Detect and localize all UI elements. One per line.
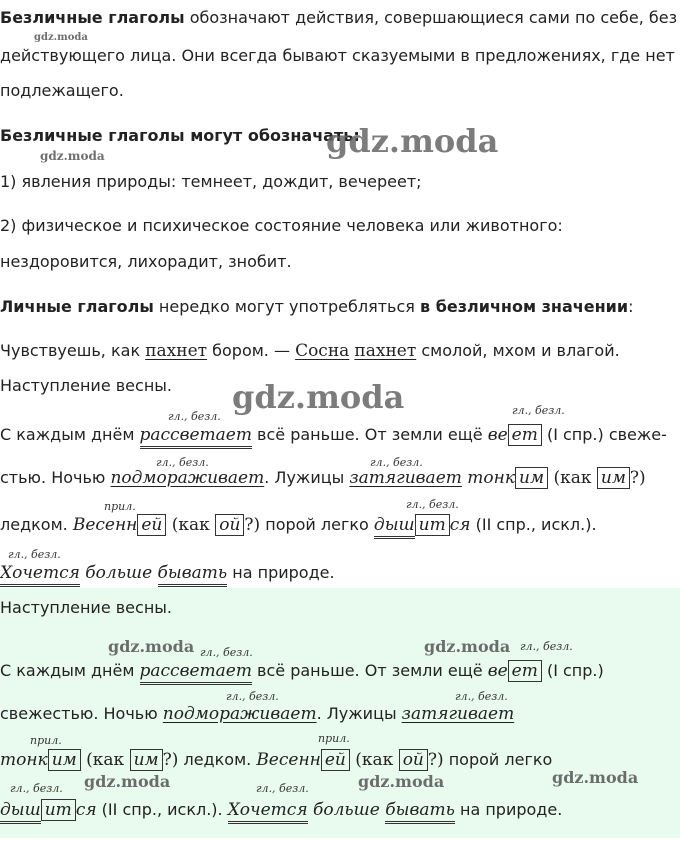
watermark-logo: gdz.moda [424, 637, 511, 656]
grammar-label: гл., безл. [168, 410, 221, 423]
grammar-label: гл., безл. [8, 548, 61, 561]
text-line-4: Хочется больше бывать на природе. [0, 563, 335, 583]
text-line-2: стью. Ночью подмораживает. Лужицы затягивает тонк им (как им ?) [0, 468, 646, 488]
list-item-state-examples: нездоровится, лихорадит, знобит. [0, 252, 292, 271]
watermark-logo: gdz.moda [358, 772, 445, 791]
text-line-3: ледком. Весенн ей (как ой ?) порой легко дыш ит ся (II спр., искл.). [0, 514, 597, 536]
list-item-nature: 1) явления природы: темнеет, дождит, вечереет; [0, 172, 422, 191]
grammar-label: гл., безл. [10, 782, 63, 795]
grammar-label: прил. [30, 734, 62, 747]
example-sentence: Чувствуешь, как пахнет бором. — Сосна пахнет смолой, мхом и влагой. [0, 341, 620, 361]
watermark-logo: gdz.moda [326, 122, 499, 160]
grammar-label: гл., безл. [256, 782, 309, 795]
grammar-label: гл., безл. [370, 456, 423, 469]
grammar-label: прил. [104, 500, 136, 513]
answer-line-3: тонк им (как им ?) ледком. Весенн ей (как ой ?) порой легко [0, 750, 553, 770]
grammar-label: гл., безл. [455, 690, 508, 703]
grammar-label: гл., безл. [512, 404, 565, 417]
grammar-label: гл., безл. [200, 646, 253, 659]
list-item-state: 2) физическое и психическое состояние человека или животного: [0, 216, 563, 235]
answer-title: Наступление весны. [0, 598, 172, 617]
grammar-label: прил. [318, 732, 350, 745]
definition-line-1: Безличные глаголы обозначают действия, совершающиеся сами по себе, без [0, 8, 678, 27]
grammar-label: гл., безл. [520, 640, 573, 653]
watermark-logo: gdz.moda [552, 768, 639, 787]
section-heading-impersonal: Безличные глаголы могут обозначать: [0, 126, 360, 145]
watermark-logo: gdz.moda [84, 772, 171, 791]
grammar-label: гл., безл. [406, 498, 459, 511]
watermark-logo: gdz.moda [108, 637, 195, 656]
watermark-logo: gdz.moda [232, 378, 405, 416]
section-heading-personal: Личные глаголы нередко могут употребляться в безличном значении: [0, 297, 634, 316]
watermark-logo: gdz.moda [40, 149, 105, 163]
answer-line-4: дыш ит ся (II спр., искл.). Хочется больше бывать на природе. [0, 799, 562, 821]
definition-line-3: подлежащего. [0, 81, 124, 100]
grammar-label: гл., безл. [156, 456, 209, 469]
definition-line-2: действующего лица. Они всегда бывают сказуемыми в предложениях, где нет [0, 46, 675, 65]
text-line-1: С каждым днём рассветает всё раньше. От земли ещё ве ет (I спр.) свеже- [0, 424, 667, 446]
answer-line-2: свежестью. Ночью подмораживает. Лужицы затягивает [0, 704, 515, 724]
text-title: Наступление весны. [0, 376, 172, 395]
answer-line-1: С каждым днём рассветает всё раньше. От земли ещё ве ет (I спр.) [0, 660, 604, 682]
watermark-logo: gdz.moda [34, 32, 88, 43]
grammar-label: гл., безл. [226, 690, 279, 703]
